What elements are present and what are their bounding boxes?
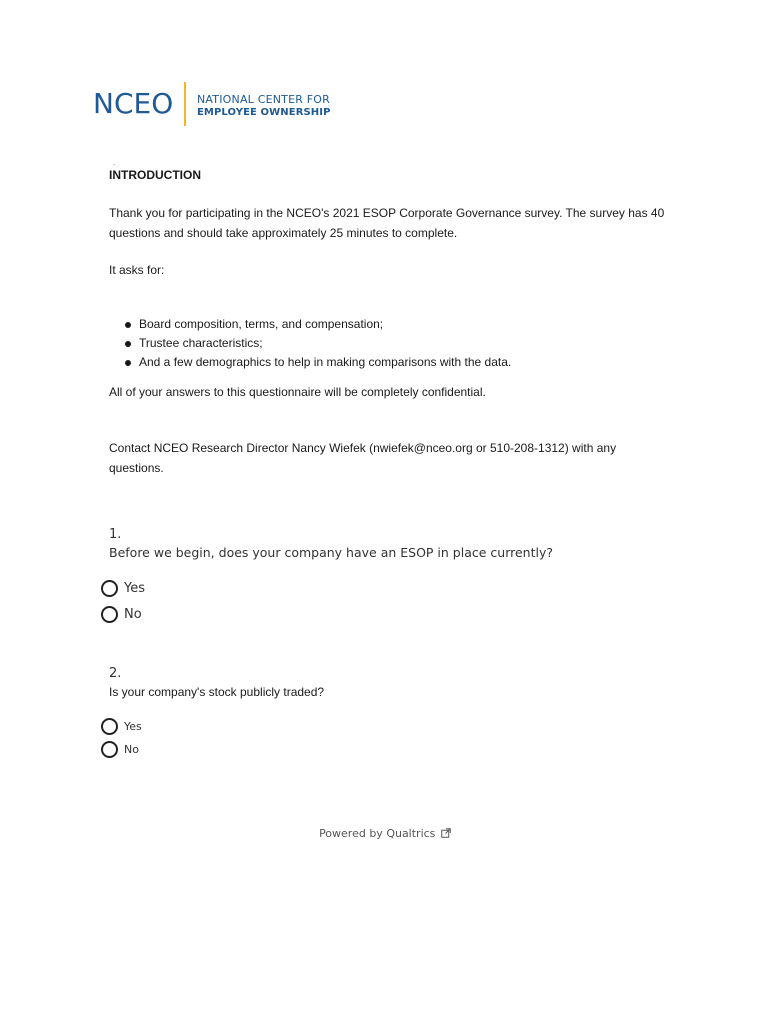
intro-bullet-list — [125, 315, 511, 372]
logo-line2: EMPLOYEE OWNERSHIP — [197, 107, 331, 118]
intro-marker: . — [113, 158, 116, 167]
question-1-number: 1. — [109, 527, 122, 542]
external-link-icon — [441, 828, 451, 841]
question-2-text: Is your company's stock publicly traded? — [109, 685, 325, 699]
intro-paragraph-3: All of your answers to this questionnaire will be completely confidential. — [109, 385, 486, 399]
question-1-option-yes[interactable] — [101, 580, 145, 597]
question-2-option-yes[interactable] — [101, 718, 142, 735]
intro-paragraph-4: Contact NCEO Research Director Nancy Wiefek (nwiefek@nceo.org or 510-208-1312) with any questions. — [109, 441, 617, 475]
bullet-item: Board composition, terms, and compensation; — [125, 315, 511, 334]
radio-button[interactable] — [101, 718, 118, 735]
intro-paragraph-1: Thank you for participating in the NCEO's 2021 ESOP Corporate Governance survey. The survey has 40 questions and should take approximately 25 minutes to complete. — [109, 206, 665, 240]
radio-button[interactable] — [101, 606, 118, 623]
option-label: Yes — [124, 720, 142, 733]
option-label: No — [124, 607, 142, 622]
option-label: No — [124, 743, 139, 756]
bullet-item: And a few demographics to help in making comparisons with the data. — [125, 353, 511, 372]
radio-button[interactable] — [101, 580, 118, 597]
question-2-number: 2. — [109, 666, 122, 681]
option-label: Yes — [124, 581, 145, 596]
logo-line1: NATIONAL CENTER FOR — [197, 93, 330, 106]
bullet-item: Trustee characteristics; — [125, 334, 511, 353]
question-1-text: Before we begin, does your company have an ESOP in place currently? — [109, 545, 554, 560]
logo-divider — [184, 82, 186, 126]
radio-button[interactable] — [101, 741, 118, 758]
question-1-option-no[interactable] — [101, 606, 142, 623]
intro-paragraph-2: It asks for: — [109, 263, 165, 277]
powered-by-footer[interactable] — [0, 827, 770, 841]
nceo-logo — [93, 80, 333, 130]
powered-by-text[interactable]: Powered by Qualtrics — [319, 827, 436, 840]
logo-mark: NCEO — [93, 87, 174, 120]
question-2-option-no[interactable] — [101, 741, 139, 758]
intro-heading: INTRODUCTION — [109, 168, 201, 182]
